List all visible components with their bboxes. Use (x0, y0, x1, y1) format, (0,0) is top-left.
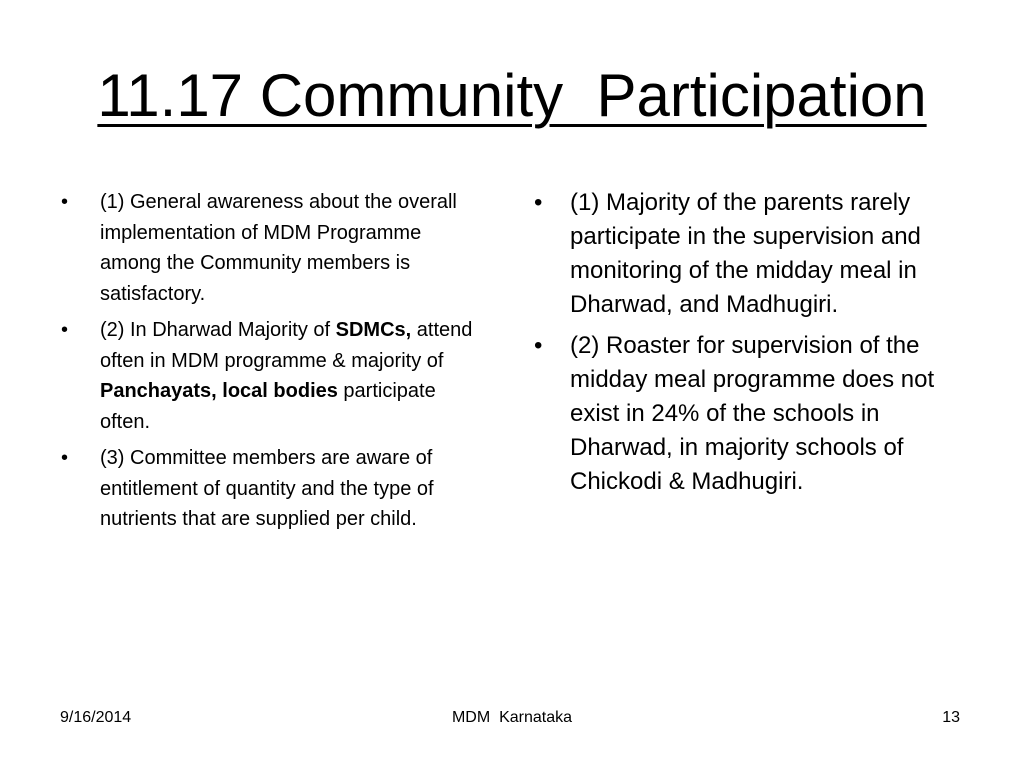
bullet-icon: • (534, 332, 543, 359)
left-bullet-item-1 (57, 187, 487, 309)
page-number: 13 (942, 709, 960, 726)
slide-title: 11.17 Community Participation (97, 62, 927, 129)
left-bullet-item-3 (57, 443, 487, 535)
bullet-icon: • (61, 319, 69, 341)
left-bullet-text-2a: (2) In Dharwad Majority of (100, 319, 336, 341)
right-bullet-list (530, 186, 970, 506)
left-bullet-text-1: (1) General awareness about the overall implementation of MDM Programme among the Community members is satisfactory. (100, 191, 457, 305)
footer-title: MDM Karnataka (451, 709, 573, 726)
left-bullet-text-2c: participate often. (100, 380, 436, 433)
bullet-icon: • (61, 191, 69, 213)
right-bullet-text-2: (2) Roaster for supervision of the midday meal programme does not exist in 24% of the schools in Dharwad, in majority schools of Chickodi & Madhugiri. (570, 332, 935, 495)
bullet-icon: • (534, 189, 543, 216)
footer-date: 9/16/2014 (60, 709, 132, 726)
left-bullet-text-2b: attend often in MDM programme & majority of (100, 319, 473, 372)
right-bullet-item-2 (530, 329, 970, 499)
left-bullet-bold-sdmcs: SDMCs, (335, 319, 412, 341)
left-bullet-list (57, 187, 487, 541)
left-bullet-bold-panchayats: Panchayats, local bodies (100, 380, 338, 402)
left-bullet-text-3: (3) Committee members are aware of entitlement of quantity and the type of nutrients that are supplied per child. (100, 447, 434, 530)
right-bullet-text-1: (1) Majority of the parents rarely participate in the supervision and monitoring of the midday meal in Dharwad, and Madhugiri. (570, 189, 921, 318)
bullet-icon: • (61, 447, 69, 469)
left-bullet-item-2 (57, 315, 487, 437)
right-bullet-item-1 (530, 186, 970, 322)
